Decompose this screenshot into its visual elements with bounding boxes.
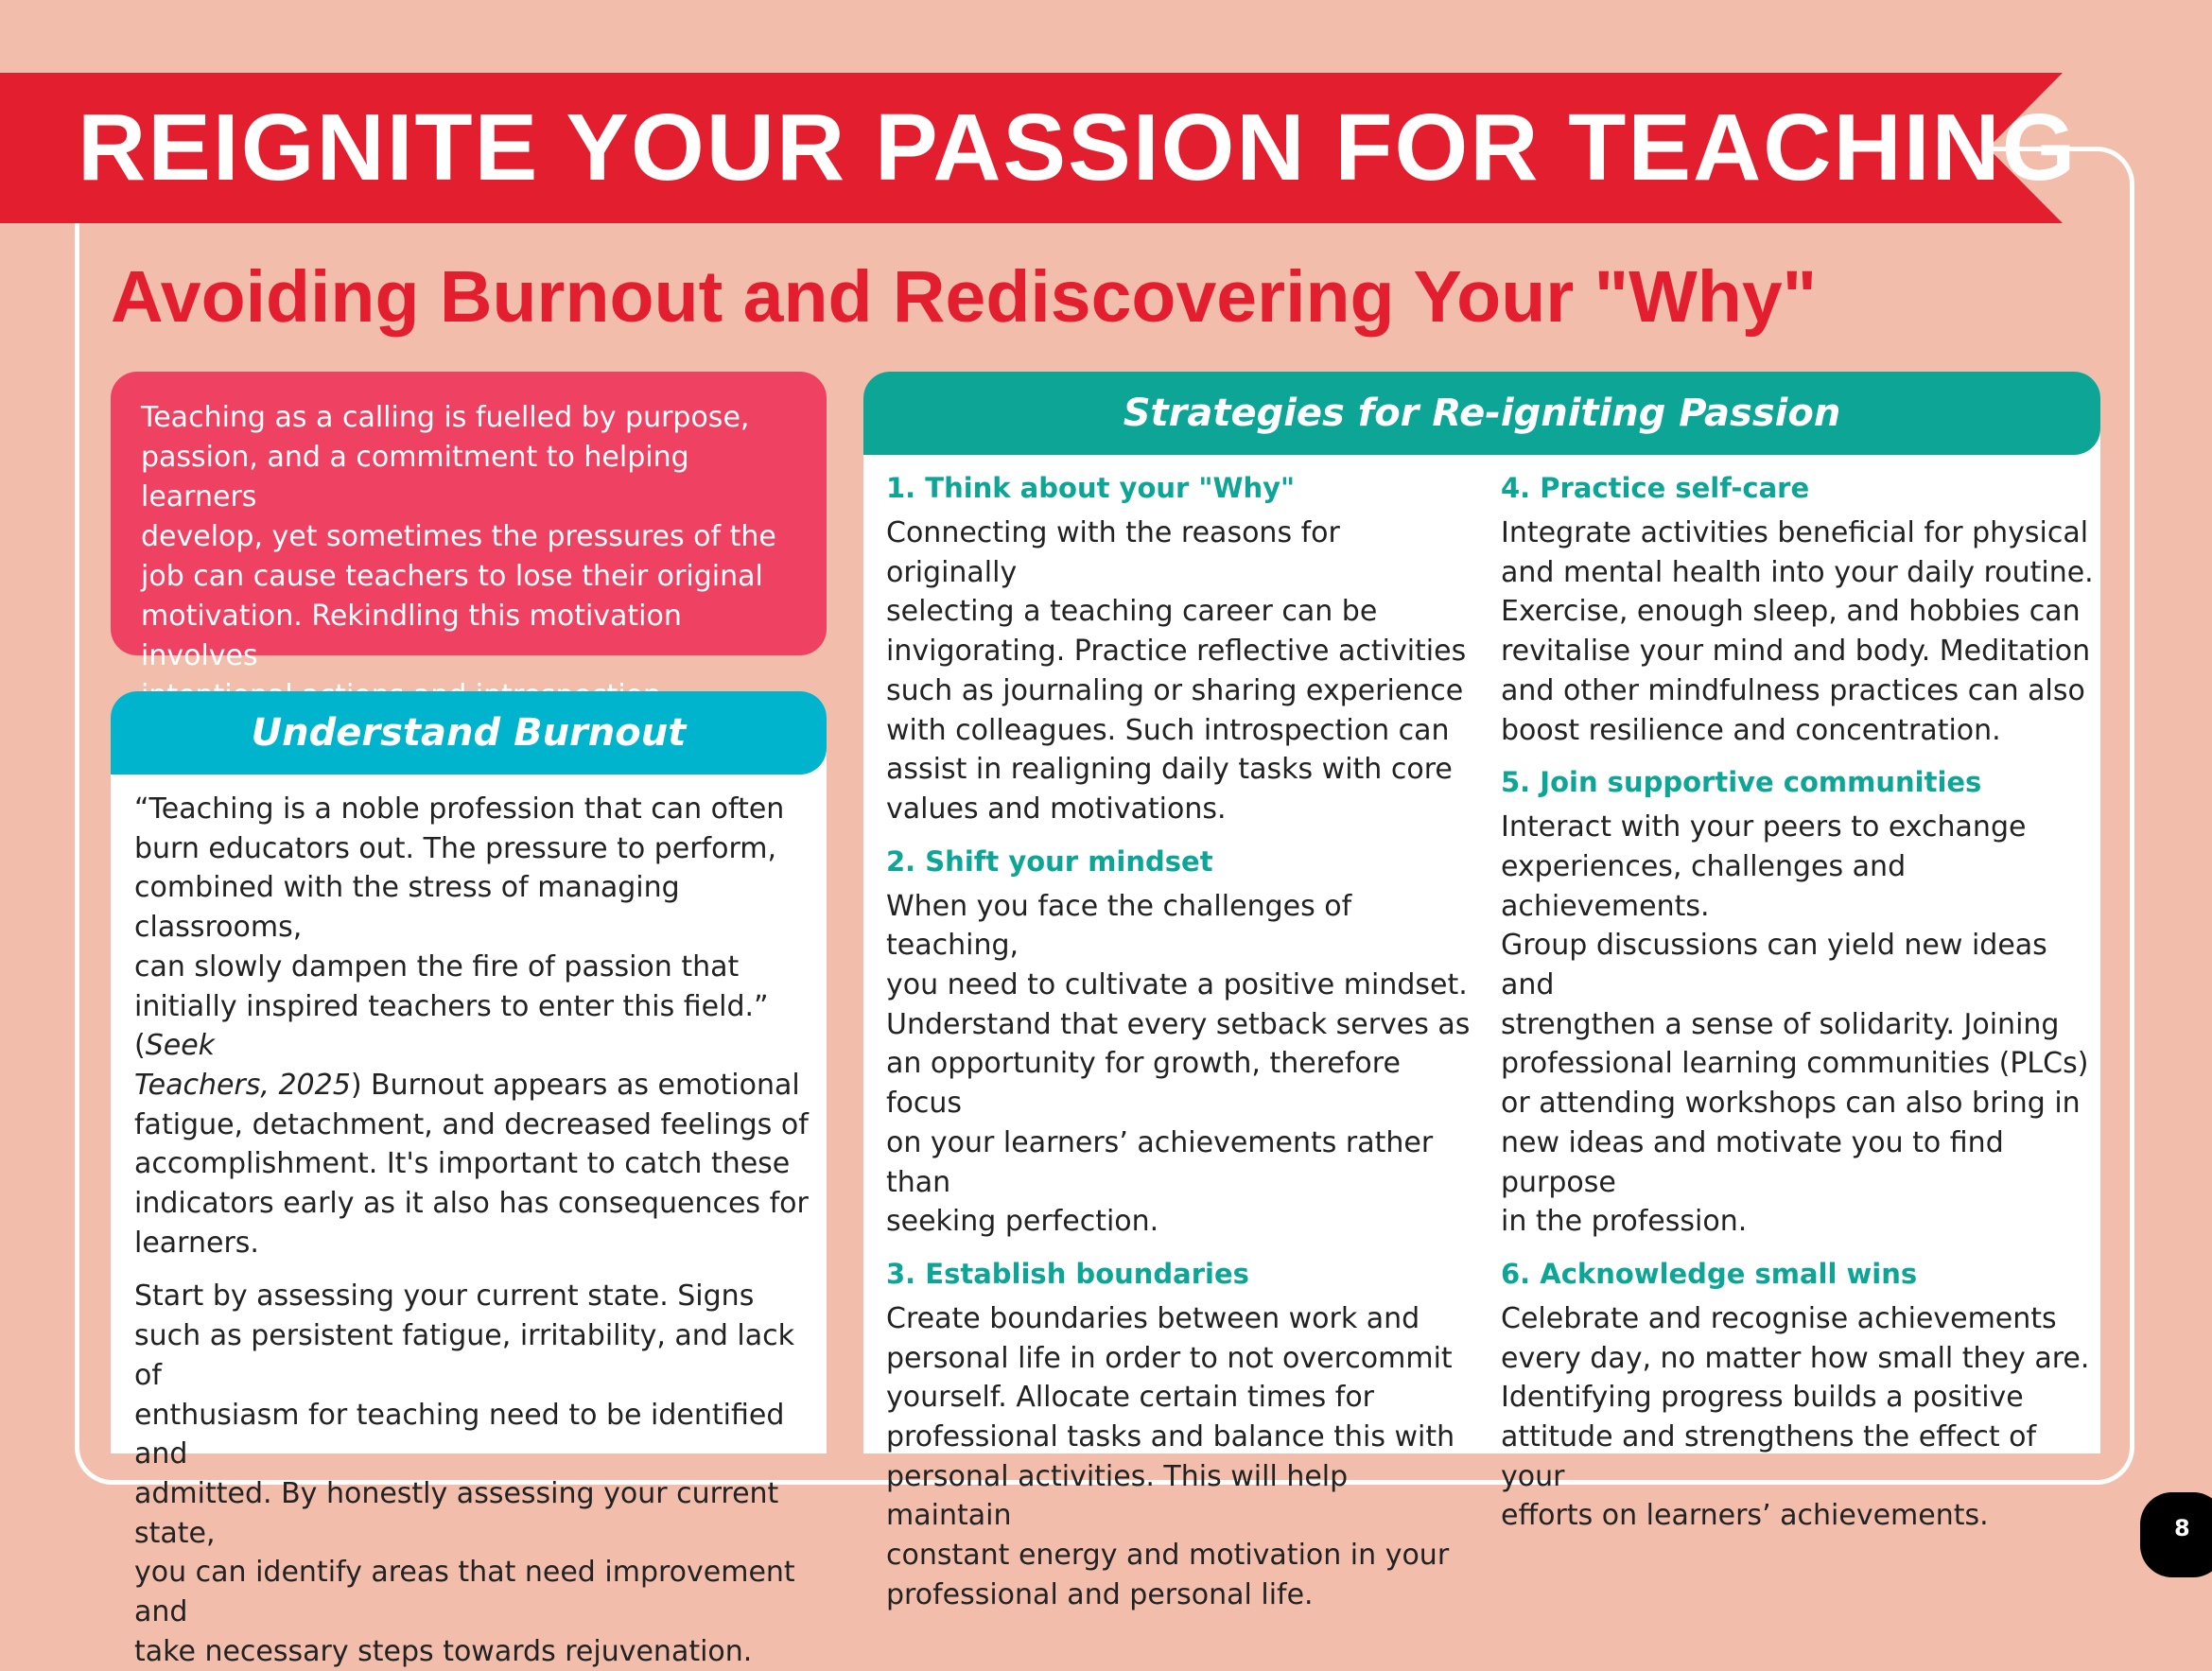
citation-source: Teachers, 2025 xyxy=(134,1068,351,1102)
text-line: Interact with your peers to exchange xyxy=(1501,810,2027,844)
page-number: 8 xyxy=(2174,1515,2190,1541)
text-line xyxy=(134,1066,825,1105)
text-line: can slowly dampen the fire of passion that xyxy=(134,949,740,983)
burnout-paragraph-2 xyxy=(134,1277,825,1671)
text-line: attitude and strengthens the effect of your xyxy=(1501,1420,2037,1493)
strategy-title: 3. Establish boundaries xyxy=(886,1257,1249,1290)
text-line: experiences, challenges and achievements. xyxy=(1501,849,1907,923)
intro-box xyxy=(111,372,827,672)
text-line: every day, no matter how small they are. xyxy=(1501,1341,2090,1375)
text-line: boost resilience and concentration. xyxy=(1501,713,2001,747)
strategy-text xyxy=(886,887,1472,1242)
text-line: in the profession. xyxy=(1501,1205,1748,1239)
strategy-title: 2. Shift your mindset xyxy=(886,844,1213,878)
text-line: admitted. By honestly assessing your current state, xyxy=(134,1476,779,1550)
text-line: values and motivations. xyxy=(886,792,1227,826)
text-line: Create boundaries between work and xyxy=(886,1301,1420,1335)
text-line: such as persistent fatigue, irritability, and lack of xyxy=(134,1319,794,1392)
text-line: Connecting with the reasons for originally xyxy=(886,516,1340,589)
text-line: such as journaling or sharing experience xyxy=(886,673,1464,707)
text-line: Identifying progress builds a positive xyxy=(1501,1381,2024,1415)
strategy-item xyxy=(1501,764,2097,1242)
text-line: on your learners’ achievements rather than xyxy=(886,1125,1434,1199)
text-line: indicators early as it also has consequences for xyxy=(134,1187,809,1221)
text-line: take necessary steps towards rejuvenation. xyxy=(134,1634,753,1668)
text-line: Group discussions can yield new ideas and xyxy=(1501,929,2047,1002)
strategies-column-right xyxy=(1501,470,2097,1536)
text-line: learners. xyxy=(134,1226,259,1260)
page-subtitle: Avoiding Burnout and Rediscovering Your "Why" xyxy=(111,256,1818,338)
strategy-title: 4. Practice self-care xyxy=(1501,472,1810,504)
intro-line: develop, yet sometimes the pressures of the xyxy=(141,520,776,553)
text-line: seeking perfection. xyxy=(886,1205,1159,1239)
strategy-item xyxy=(1501,1256,2097,1536)
page-number-badge xyxy=(2140,1492,2212,1577)
text-line: professional and personal life. xyxy=(886,1577,1314,1611)
text-line: and mental health into your daily routine. xyxy=(1501,555,2094,589)
text-line: selecting a teaching career can be xyxy=(886,595,1378,629)
text-line: with colleagues. Such introspection can xyxy=(886,713,1450,747)
text-line: personal activities. This will help maintain xyxy=(886,1459,1349,1533)
strategy-title: 5. Join supportive communities xyxy=(1501,766,1982,799)
text-line: Understand that every setback serves as xyxy=(886,1007,1471,1041)
burnout-body xyxy=(134,790,825,1671)
text-line: combined with the stress of managing classrooms, xyxy=(134,871,680,945)
strategy-title: 6. Acknowledge small wins xyxy=(1501,1257,1918,1290)
text-line: constant energy and motivation in your xyxy=(886,1539,1450,1573)
text-line: personal life in order to not overcommit xyxy=(886,1341,1453,1375)
text-line: “Teaching is a noble profession that can often xyxy=(134,792,785,826)
text-line: efforts on learners’ achievements. xyxy=(1501,1499,1989,1533)
text-line: enthusiasm for teaching need to be identified and xyxy=(134,1398,785,1471)
text-line: Exercise, enough sleep, and hobbies can xyxy=(1501,595,2081,629)
burnout-heading: Understand Burnout xyxy=(111,691,827,775)
text-line: burn educators out. The pressure to perform, xyxy=(134,831,777,865)
intro-line: passion, and a commitment to helping learners xyxy=(141,441,689,513)
text-line: Start by assessing your current state. Signs xyxy=(134,1279,755,1314)
text-line: and other mindfulness practices can also xyxy=(1501,673,2085,707)
text-line: revitalise your mind and body. Meditation xyxy=(1501,635,2091,669)
strategy-text xyxy=(886,1299,1472,1615)
strategy-title: 1. Think about your "Why" xyxy=(886,472,1296,504)
intro-line: Teaching as a calling is fuelled by purpose, xyxy=(141,401,750,434)
text-line: When you face the challenges of teaching, xyxy=(886,889,1352,963)
intro-line: motivation. Rekindling this motivation involves xyxy=(141,600,682,672)
text-line: professional tasks and balance this with xyxy=(886,1420,1455,1454)
strategy-text xyxy=(1501,808,2097,1242)
text-line: professional learning communities (PLCs) xyxy=(1501,1047,2089,1081)
text-line: accomplishment. It's important to catch these xyxy=(134,1147,791,1181)
text-line: an opportunity for growth, therefore focus xyxy=(886,1047,1401,1121)
strategy-item xyxy=(886,844,1472,1242)
strategies-panel xyxy=(863,372,2100,1611)
strategy-item xyxy=(886,1256,1472,1615)
strategies-heading: Strategies for Re-igniting Passion xyxy=(863,372,2100,455)
burnout-panel xyxy=(111,691,827,1668)
text-line xyxy=(134,987,825,1066)
text-line: Celebrate and recognise achievements xyxy=(1501,1301,2057,1335)
strategy-text xyxy=(1501,513,2097,750)
text-line: strengthen a sense of solidarity. Joining xyxy=(1501,1007,2060,1041)
strategies-column-left xyxy=(886,470,1472,1615)
intro-line: job can cause teachers to lose their original xyxy=(141,560,763,593)
text-line: new ideas and motivate you to find purpose xyxy=(1501,1125,2004,1199)
text-line: invigorating. Practice reflective activities xyxy=(886,635,1467,669)
text-line: assist in realigning daily tasks with core xyxy=(886,753,1453,787)
citation-start: Seek xyxy=(145,1029,216,1063)
strategy-text xyxy=(1501,1299,2097,1536)
text-line: you can identify areas that need improvement and xyxy=(134,1556,795,1629)
strategy-item xyxy=(1501,470,2097,750)
text-line: fatigue, detachment, and decreased feelings of xyxy=(134,1107,809,1141)
text-segment: ) Burnout appears as emotional xyxy=(350,1068,800,1102)
quote-end: initially inspired teachers to enter this field.” ( xyxy=(134,989,769,1063)
text-line: you need to cultivate a positive mindset. xyxy=(886,968,1468,1002)
strategy-text xyxy=(886,513,1472,829)
burnout-paragraph-1 xyxy=(134,790,825,1262)
page-title: REIGNITE YOUR PASSION FOR TEACHING xyxy=(78,95,2078,200)
text-line: Integrate activities beneficial for physical xyxy=(1501,516,2089,549)
text-line: yourself. Allocate certain times for xyxy=(886,1381,1375,1415)
text-line: or attending workshops can also bring in xyxy=(1501,1087,2081,1121)
strategy-item xyxy=(886,470,1472,829)
